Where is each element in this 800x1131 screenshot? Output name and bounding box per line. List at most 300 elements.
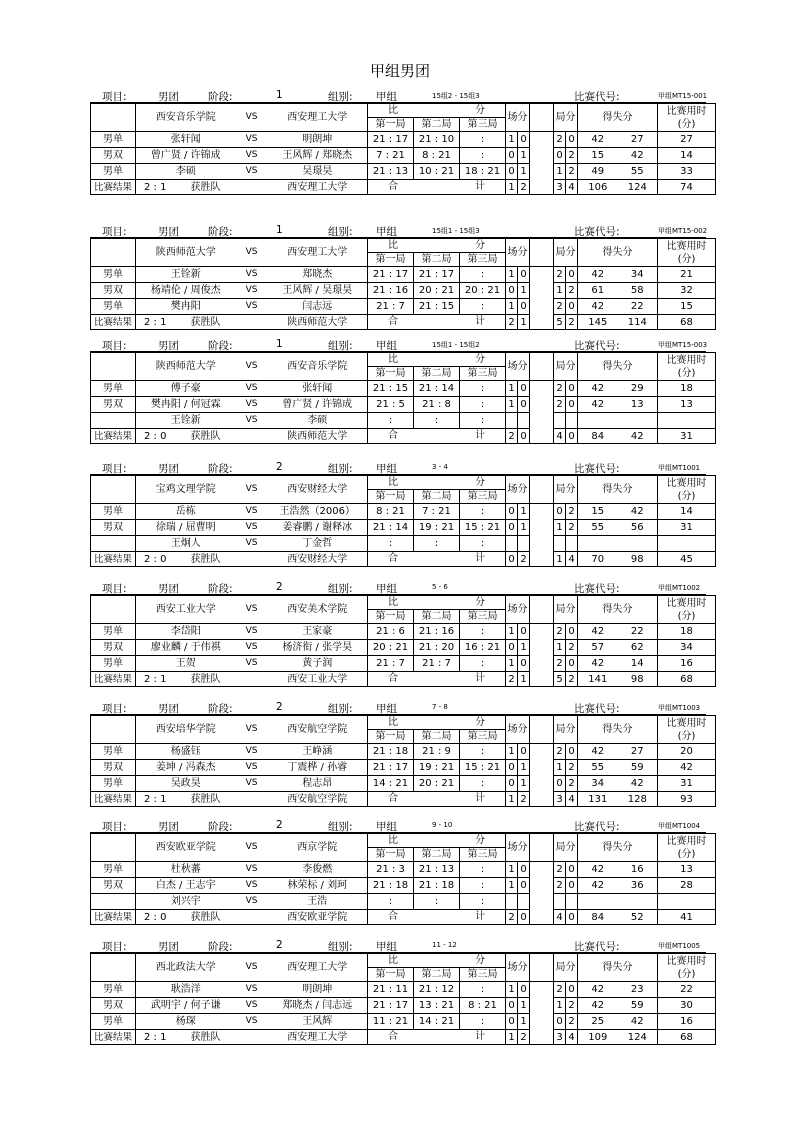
total-points-b: 98	[618, 552, 658, 567]
points-b: 42	[618, 148, 658, 164]
spacer	[530, 536, 554, 552]
spacer	[530, 624, 554, 640]
table-row	[91, 283, 716, 299]
stage-value: 2	[276, 461, 283, 473]
match-header	[90, 580, 706, 595]
total-label-a: 合	[388, 1031, 398, 1042]
game-b: 0	[566, 982, 578, 998]
match-b: 0	[518, 381, 530, 397]
table-row	[91, 397, 716, 413]
table-row	[91, 299, 716, 315]
winner-team: 西安财经大学	[268, 552, 368, 567]
match-a: 0	[506, 504, 518, 520]
stage-value: 2	[276, 939, 283, 951]
score-label-b: 分	[475, 955, 486, 966]
winner-team: 陕西师范大学	[268, 315, 368, 330]
points-a: 42	[578, 381, 618, 397]
total-label-cell	[368, 429, 506, 444]
total-match-a: 1	[506, 1030, 518, 1045]
time-header	[658, 596, 716, 624]
time-label: 比赛用时	[666, 240, 707, 252]
spacer	[530, 776, 554, 792]
game-a: 0	[554, 148, 566, 164]
time-value: 34	[658, 640, 716, 656]
points-a: 57	[578, 640, 618, 656]
vs-label: VS	[236, 299, 268, 315]
game-score-2: 13 : 21	[414, 998, 460, 1014]
game-score-3: :	[460, 862, 506, 878]
time-value: 16	[658, 1014, 716, 1030]
vs-label: VS	[236, 656, 268, 672]
time-label: 比赛用时	[666, 955, 707, 967]
table-row	[91, 862, 716, 878]
match-a: 1	[506, 744, 518, 760]
points-b: 59	[618, 760, 658, 776]
team-a-name: 宝鸡文理学院	[136, 476, 236, 504]
stage-value: 2	[276, 701, 283, 713]
group-label: 组别:	[328, 226, 353, 238]
player-b: 王风辉 / 郑晓杰	[268, 148, 368, 164]
team-b-name: 西安财经大学	[268, 476, 368, 504]
game-score-2: 20 : 21	[414, 776, 460, 792]
game-a: 1	[554, 520, 566, 536]
item-label: 项目:	[102, 583, 127, 595]
match-points-header: 场分	[506, 954, 530, 982]
team-b-name: 西安美术学院	[268, 596, 368, 624]
blank	[236, 552, 268, 567]
game2-header: 第二局	[414, 730, 460, 744]
event-value: 男团	[158, 583, 179, 595]
time-label: 比赛用时	[666, 597, 707, 609]
match-a: 0	[506, 640, 518, 656]
player-a: 樊冉阳	[136, 299, 236, 315]
stage-value: 1	[276, 338, 283, 350]
vs-label: VS	[236, 353, 268, 381]
player-b: 王家豪	[268, 624, 368, 640]
time-unit-label: (分)	[677, 367, 696, 379]
spacer	[530, 520, 554, 536]
game-b: 2	[566, 998, 578, 1014]
blank	[236, 672, 268, 687]
event-type	[91, 413, 136, 429]
game-score-2: 21 : 7	[414, 656, 460, 672]
group-label: 组别:	[328, 91, 353, 103]
vs-label: VS	[236, 878, 268, 894]
time-label: 比赛用时	[666, 477, 707, 489]
match-b: 1	[518, 1014, 530, 1030]
points-a: 15	[578, 148, 618, 164]
time-value	[658, 413, 716, 429]
spacer	[530, 760, 554, 776]
result-score-cell	[136, 429, 236, 444]
total-match-b: 1	[518, 315, 530, 330]
player-b: 姜睿鹏 / 谢释冰	[268, 520, 368, 536]
result-score-cell	[136, 1030, 236, 1045]
points-b	[618, 536, 658, 552]
game-score-2: 21 : 15	[414, 299, 460, 315]
match-b: 1	[518, 164, 530, 180]
spacer	[530, 315, 554, 330]
time-value: 32	[658, 283, 716, 299]
table-row	[91, 504, 716, 520]
game-b	[566, 536, 578, 552]
points-a: 42	[578, 878, 618, 894]
player-b: 王风辉 / 吴璟昊	[268, 283, 368, 299]
player-a: 杨琛	[136, 1014, 236, 1030]
total-game-a: 5	[554, 672, 566, 687]
points-a: 42	[578, 397, 618, 413]
match-b: 0	[518, 656, 530, 672]
points-a	[578, 413, 618, 429]
blank-cell	[91, 353, 136, 381]
spacer	[530, 552, 554, 567]
pair-value: 15组1 - 15组2	[432, 341, 480, 349]
total-time: 31	[658, 429, 716, 444]
game-b: 0	[566, 267, 578, 283]
game-a	[554, 536, 566, 552]
game-score-1: 21 : 17	[368, 132, 414, 148]
table-row	[91, 520, 716, 536]
game-score-3: 8 : 21	[460, 998, 506, 1014]
game2-header: 第二局	[414, 490, 460, 504]
table-header-row	[91, 834, 716, 848]
team-a-name: 陕西师范大学	[136, 353, 236, 381]
winner-team: 西安工业大学	[268, 672, 368, 687]
time-header	[658, 104, 716, 132]
player-a: 武明宇 / 何子谦	[136, 998, 236, 1014]
points-a: 61	[578, 283, 618, 299]
item-label: 项目:	[102, 226, 127, 238]
total-match-a: 1	[506, 180, 518, 195]
total-match-b: 0	[518, 910, 530, 925]
player-b: 王浩然（2006）	[268, 504, 368, 520]
match-a	[506, 413, 518, 429]
match-a: 1	[506, 381, 518, 397]
time-unit-label: (分)	[677, 610, 696, 622]
event-type	[91, 536, 136, 552]
game-score-2: 21 : 17	[414, 267, 460, 283]
player-b: 明朗坤	[268, 982, 368, 998]
event-type: 男单	[91, 862, 136, 878]
game-score-3: :	[460, 624, 506, 640]
game-b: 2	[566, 164, 578, 180]
score-header	[368, 353, 506, 367]
time-value: 20	[658, 744, 716, 760]
time-value: 27	[658, 132, 716, 148]
time-value: 30	[658, 998, 716, 1014]
winner-team: 西安航空学院	[268, 792, 368, 807]
vs-label: VS	[236, 862, 268, 878]
player-a: 张轩闻	[136, 132, 236, 148]
match-b: 0	[518, 299, 530, 315]
event-type: 男双	[91, 640, 136, 656]
game-a: 2	[554, 267, 566, 283]
spacer	[530, 164, 554, 180]
match-a: 0	[506, 148, 518, 164]
spacer	[530, 283, 554, 299]
vs-label: VS	[236, 164, 268, 180]
game-score-3: :	[460, 413, 506, 429]
total-label-cell	[368, 552, 506, 567]
time-value: 22	[658, 982, 716, 998]
time-header	[658, 476, 716, 504]
winner-label: 获胜队	[190, 1031, 221, 1043]
code-label: 比赛代号:	[574, 941, 620, 953]
team-b-name: 西安理工大学	[268, 239, 368, 267]
game-score-3: :	[460, 894, 506, 910]
points-b: 22	[618, 299, 658, 315]
result-score: 2 : 1	[144, 1031, 167, 1043]
team-b-name: 西安理工大学	[268, 954, 368, 982]
blank-cell	[91, 954, 136, 982]
game-a: 2	[554, 397, 566, 413]
score-label-a: 比	[388, 835, 398, 846]
result-label: 比赛结果	[91, 792, 136, 807]
game-score-1: 21 : 17	[368, 998, 414, 1014]
result-score: 2 : 1	[144, 673, 167, 685]
game-b: 0	[566, 397, 578, 413]
code-value: 甲组MT1005	[658, 942, 701, 950]
game-score-2: :	[414, 413, 460, 429]
score-label-b: 分	[475, 717, 486, 728]
points-b: 14	[618, 656, 658, 672]
group-value: 甲组	[376, 703, 397, 715]
blank	[236, 1030, 268, 1045]
group-value: 甲组	[376, 226, 397, 238]
total-match-a: 0	[506, 552, 518, 567]
code-value: 甲组MT15-002	[658, 227, 708, 235]
table-header-row	[91, 353, 716, 367]
game-points-header: 局分	[554, 716, 578, 744]
match-a: 1	[506, 656, 518, 672]
player-b: 黄子润	[268, 656, 368, 672]
total-points-a: 84	[578, 429, 618, 444]
total-label-b: 计	[475, 673, 486, 684]
time-value: 16	[658, 656, 716, 672]
table-row	[91, 536, 716, 552]
game-a: 1	[554, 283, 566, 299]
player-b: 王峥涵	[268, 744, 368, 760]
match-b: 0	[518, 132, 530, 148]
game1-header: 第一局	[368, 367, 414, 381]
spacer	[530, 239, 554, 267]
game-a: 2	[554, 381, 566, 397]
total-points-b: 42	[618, 429, 658, 444]
game-a: 1	[554, 164, 566, 180]
game-score-3: :	[460, 132, 506, 148]
spacer	[530, 910, 554, 925]
time-unit-label: (分)	[677, 848, 696, 860]
result-label: 比赛结果	[91, 910, 136, 925]
points-a: 42	[578, 744, 618, 760]
points-header: 得失分	[578, 834, 658, 862]
game3-header: 第三局	[460, 367, 506, 381]
code-value: 甲组MT1001	[658, 464, 701, 472]
match-b	[518, 536, 530, 552]
spacer	[530, 299, 554, 315]
points-b: 27	[618, 132, 658, 148]
points-header: 得失分	[578, 239, 658, 267]
result-row	[91, 910, 716, 925]
points-a: 42	[578, 624, 618, 640]
winner-team: 西安理工大学	[268, 180, 368, 195]
player-b: 丁震桦 / 孙睿	[268, 760, 368, 776]
pair-value: 9 - 10	[432, 821, 453, 829]
game-b: 2	[566, 520, 578, 536]
score-label-b: 分	[475, 240, 486, 251]
game-score-2: 19 : 21	[414, 760, 460, 776]
vs-label: VS	[236, 504, 268, 520]
player-b: 郑晓杰	[268, 267, 368, 283]
item-label: 项目:	[102, 91, 127, 103]
game-score-3: :	[460, 536, 506, 552]
game-points-header: 局分	[554, 954, 578, 982]
game-b: 2	[566, 504, 578, 520]
game-score-3: :	[460, 744, 506, 760]
total-points-b: 124	[618, 1030, 658, 1045]
result-label: 比赛结果	[91, 672, 136, 687]
player-b: 王风辉	[268, 1014, 368, 1030]
game-score-3: :	[460, 397, 506, 413]
game-a: 2	[554, 878, 566, 894]
total-game-a: 4	[554, 429, 566, 444]
game-score-3: 16 : 21	[460, 640, 506, 656]
event-type: 男单	[91, 744, 136, 760]
stage-label: 阶段:	[208, 340, 233, 352]
code-value: 甲组MT15-003	[658, 341, 708, 349]
total-match-b: 2	[518, 792, 530, 807]
points-header: 得失分	[578, 954, 658, 982]
game-score-1: 7 : 21	[368, 148, 414, 164]
pair-value: 5 - 6	[432, 583, 448, 591]
spacer	[530, 104, 554, 132]
time-value: 14	[658, 504, 716, 520]
game-score-1: 21 : 7	[368, 299, 414, 315]
game-score-3: 15 : 21	[460, 520, 506, 536]
group-label: 组别:	[328, 583, 353, 595]
total-label-a: 合	[388, 181, 398, 192]
team-a-name: 西安音乐学院	[136, 104, 236, 132]
game-score-1: 21 : 17	[368, 267, 414, 283]
event-type: 男单	[91, 299, 136, 315]
table-row	[91, 1014, 716, 1030]
result-score-cell	[136, 552, 236, 567]
game-score-2: 21 : 12	[414, 982, 460, 998]
time-value: 21	[658, 267, 716, 283]
match-block	[90, 580, 706, 687]
score-header	[368, 239, 506, 253]
spacer	[530, 1014, 554, 1030]
total-game-b: 4	[566, 552, 578, 567]
match-b: 1	[518, 504, 530, 520]
table-row	[91, 640, 716, 656]
game3-header: 第三局	[460, 848, 506, 862]
time-value: 13	[658, 397, 716, 413]
event-type: 男双	[91, 397, 136, 413]
table-row	[91, 776, 716, 792]
vs-label: VS	[236, 283, 268, 299]
event-type: 男双	[91, 283, 136, 299]
team-a-name: 西安培华学院	[136, 716, 236, 744]
game-score-1: 21 : 3	[368, 862, 414, 878]
match-block	[90, 88, 706, 195]
game2-header: 第二局	[414, 367, 460, 381]
time-value: 18	[658, 624, 716, 640]
match-header	[90, 818, 706, 833]
pair-value: 7 - 8	[432, 703, 448, 711]
event-type: 男单	[91, 1014, 136, 1030]
code-label: 比赛代号:	[574, 91, 620, 103]
match-block	[90, 700, 706, 807]
spacer	[530, 834, 554, 862]
player-a: 姜坤 / 冯森杰	[136, 760, 236, 776]
points-a: 42	[578, 299, 618, 315]
total-time: 41	[658, 910, 716, 925]
player-b: 明朗坤	[268, 132, 368, 148]
match-b: 1	[518, 760, 530, 776]
player-a: 曾广贤 / 许锦成	[136, 148, 236, 164]
game-b: 2	[566, 760, 578, 776]
total-game-b: 2	[566, 672, 578, 687]
total-time: 74	[658, 180, 716, 195]
total-label-a: 合	[388, 430, 398, 441]
points-b: 23	[618, 982, 658, 998]
total-label-b: 计	[475, 316, 486, 327]
total-game-a: 1	[554, 552, 566, 567]
time-value: 13	[658, 862, 716, 878]
table-row	[91, 998, 716, 1014]
game-score-2: 21 : 9	[414, 744, 460, 760]
score-label-b: 分	[475, 597, 486, 608]
blank-cell	[91, 476, 136, 504]
item-label: 项目:	[102, 941, 127, 953]
stage-label: 阶段:	[208, 463, 233, 475]
event-value: 男团	[158, 91, 179, 103]
game-score-3: :	[460, 299, 506, 315]
game-b: 2	[566, 640, 578, 656]
points-b: 29	[618, 381, 658, 397]
total-match-b: 0	[518, 429, 530, 444]
spacer	[530, 878, 554, 894]
group-value: 甲组	[376, 583, 397, 595]
points-a: 55	[578, 520, 618, 536]
match-b: 1	[518, 520, 530, 536]
stage-label: 阶段:	[208, 821, 233, 833]
points-a: 34	[578, 776, 618, 792]
time-value: 31	[658, 776, 716, 792]
winner-label: 获胜队	[190, 430, 221, 442]
total-label-a: 合	[388, 911, 398, 922]
table-header-row	[91, 104, 716, 118]
winner-label: 获胜队	[190, 316, 221, 328]
total-points-a: 145	[578, 315, 618, 330]
match-a: 1	[506, 624, 518, 640]
game-b: 0	[566, 299, 578, 315]
result-score: 2 : 1	[144, 181, 167, 193]
game-a: 2	[554, 132, 566, 148]
event-type: 男单	[91, 776, 136, 792]
stage-label: 阶段:	[208, 941, 233, 953]
score-label-b: 分	[475, 105, 486, 116]
game-score-1: 21 : 13	[368, 164, 414, 180]
spacer	[530, 998, 554, 1014]
vs-label: VS	[236, 776, 268, 792]
game-points-header: 局分	[554, 596, 578, 624]
time-unit-label: (分)	[677, 730, 696, 742]
game-score-1: 14 : 21	[368, 776, 414, 792]
player-a: 李岱阳	[136, 624, 236, 640]
total-time: 93	[658, 792, 716, 807]
